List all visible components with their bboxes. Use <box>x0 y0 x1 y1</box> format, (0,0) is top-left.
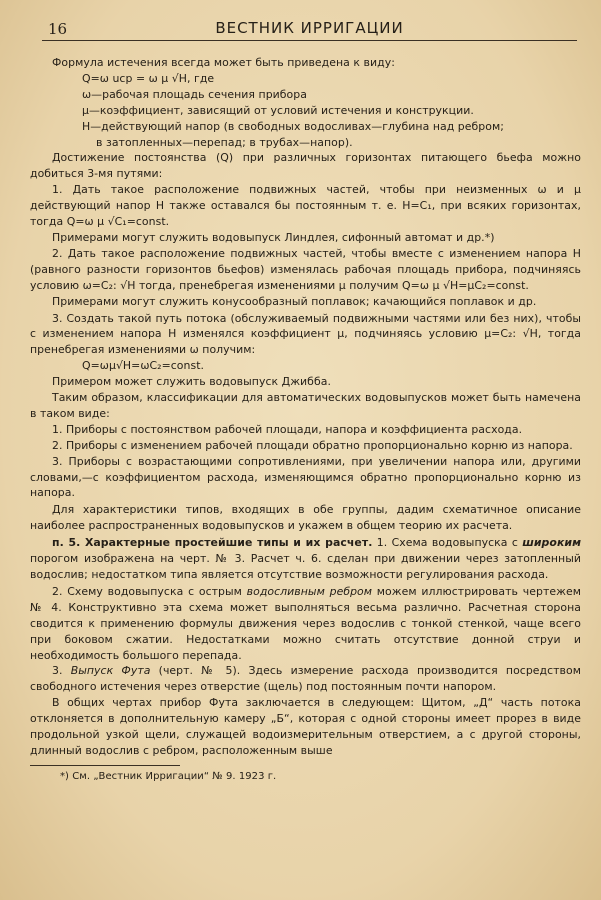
method-3: 3. Создать такой путь потока (обслуживаемый подвижными частями или без них), чтобы с изменением напора Н изменялся коэффициент μ, подчиняясь условию μ=С₂: √Н, тогда пренебрегая изменениями ω получим: <box>30 311 581 357</box>
method-1: 1. Дать такое расположение подвижных частей, чтобы при неизменных ω и μ действующий напор Н также оставался бы постоянным т. е. Н=С₁, при всяких горизонтах, тогда Q=ω μ √С₁=const. <box>30 183 581 229</box>
example-2: Примерами могут служить конусообразный поплавок; качающийся поплавок и др. <box>52 294 537 308</box>
footnote-divider <box>30 765 180 766</box>
foot-outlet-paragraph <box>30 663 581 695</box>
def-mu: μ—коэффициент, зависящий от условий истечения и конструкции. <box>82 103 474 117</box>
class-1: 1. Приборы с постоянством рабочей площади, напора и коэффициента расхода. <box>52 422 523 436</box>
section-5-italic: широким <box>522 536 582 550</box>
section-5-heading: п. 5. Характерные простейшие типы и их расчет. <box>52 536 373 550</box>
method-2: 2. Дать такое расположение подвижных частей, чтобы вместе с изменением напора Н (равного разности горизонтов бьефов) изменялась рабочая площадь прибора, подчиняясь условию ω=С₂: √Н тогда, пренебрегая изменениями μ получим Q=ω μ √Н=μС₂=const. <box>30 246 581 292</box>
def-head: Н—действующий напор (в свободных водосливах—глубина над ребром; <box>82 119 504 133</box>
formula-definitions <box>82 87 581 151</box>
p3-italic: Выпуск Фута <box>70 664 151 678</box>
flow-formula: Q=ω uср = ω μ √H, где <box>82 71 215 85</box>
example-1: Примерами могут служить водовыпуск Линдлея, сифонный автомат и др.*) <box>52 230 495 244</box>
article-body <box>30 55 581 785</box>
section-5-paragraph <box>30 535 581 583</box>
class-3: 3. Приборы с возрастающими сопротивлениями, при увеличении напора или, другими словами,—с коэффициентом расхода, изменяющимся обратно пропорционально корню из напора. <box>30 454 581 500</box>
p2-text-a: 2. Схему водовыпуска с острым <box>52 584 247 598</box>
classification-intro: Таким образом, классификации для автоматических водовыпусков может быть намечена в таком виде: <box>30 391 581 420</box>
journal-title: ВЕСТНИК ИРРИГАЦИИ <box>215 19 404 37</box>
p2-text-b: можем иллюстрировать чертежем № 4. Конструктивно эта схема может выполняться весьма различно. Расчетная сторона сводится к применению формулы движения через водослив с тонкой стенкой, чаще всего при боковом сжатии. Недостатками можно считать отсутствие донной струи и необходимость большого перепада. <box>30 584 581 662</box>
section-5-text-b: порогом изображена на черт. № 3. Расчет ч. 6. сделан при движении через затопленный водослив; недостатком типа является отсутствие возможности регулирования расхода. <box>30 552 581 581</box>
footnote: *) См. „Вестник Ирригации“ № 9. 1923 г. <box>60 770 277 782</box>
p3-num: 3. <box>52 664 71 678</box>
page-number: 16 <box>48 20 68 38</box>
foot-device-paragraph: В общих чертах прибор Фута заключается в следующем: Щитом, „Д“ часть потока отклоняется в дополнительную камеру „Б“, которая с одной стороны имеет прорез в виде продольной узкой щели, служащей водоизмерительным отверстием, а с другой стороны, длинный водослив с ребром, расположенным выше <box>30 696 581 757</box>
page-header <box>42 18 577 41</box>
characteristics-paragraph: Для характеристики типов, входящих в обе группы, дадим схематичное описание наиболее распространенных водовыпусков и укажем в общем теорию их расчета. <box>30 503 581 533</box>
paragraph-three-ways: Достижение постоянства (Q) при различных горизонтах питающего бьефа можно добиться 3-мя путями: <box>30 151 581 181</box>
def-omega: ω—рабочая площадь сечения прибора <box>82 87 307 101</box>
example-3: Примером может служить водовыпуск Джибба. <box>52 375 331 389</box>
section-5-text-a: 1. Схема водовыпуска с <box>372 536 523 550</box>
class-2: 2. Приборы с изменением рабочей площади обратно пропорционально корню из напора. <box>52 438 573 452</box>
def-head-cont: в затопленных—перепад; в трубах—напор). <box>96 135 353 149</box>
p3-text: (черт. № 5). Здесь измерение расхода производится посредством свободного истечения через отверстие (щель) под постоянным почти напором. <box>30 664 581 694</box>
p2-italic: водосливным ребром <box>246 584 373 598</box>
formula-intro: Формула истечения всегда может быть приведена к виду: <box>52 56 395 69</box>
sharp-crest-paragraph <box>30 584 581 664</box>
equation-3: Q=ωμ√Н=ωС₂=const. <box>82 359 205 373</box>
